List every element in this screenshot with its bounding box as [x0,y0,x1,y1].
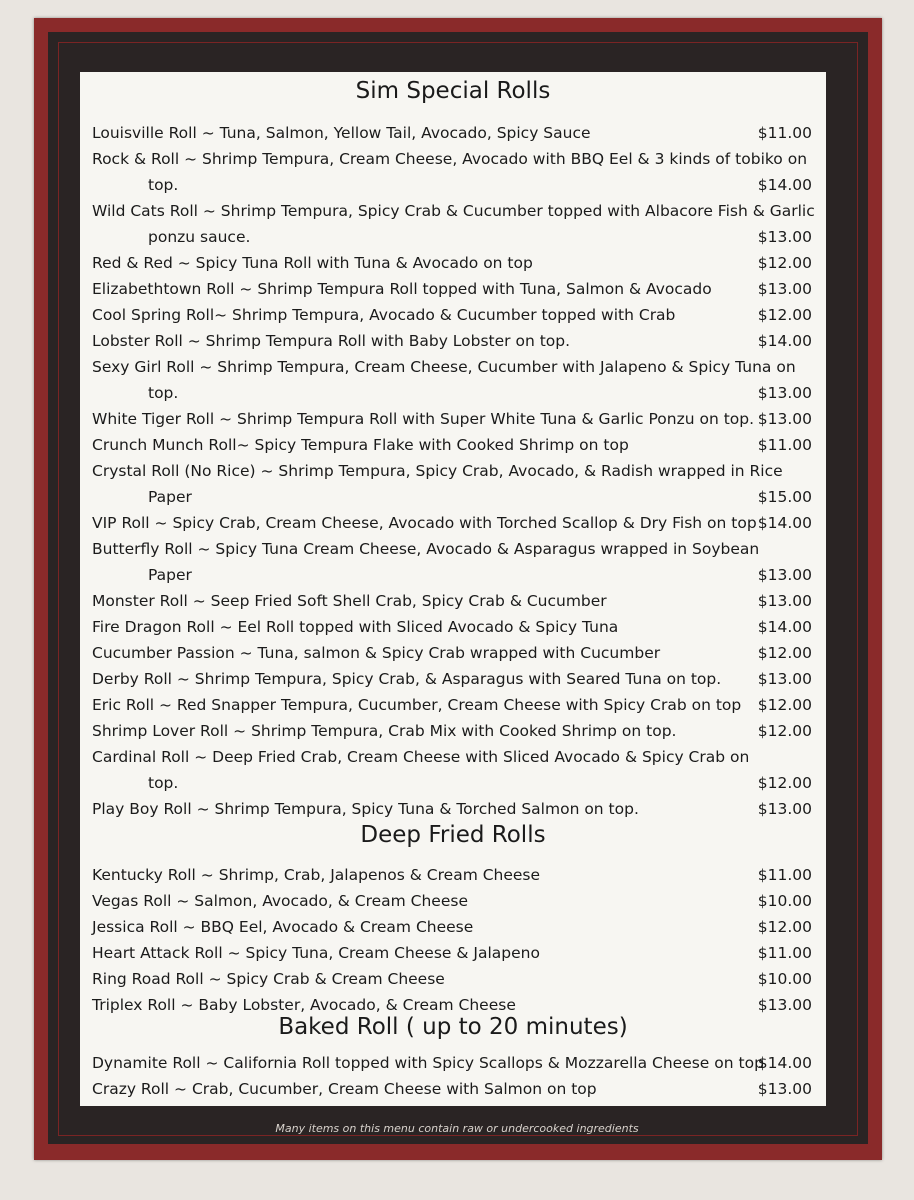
menu-item-description: Fire Dragon Roll ~ Eel Roll topped with Sliced Avocado & Spicy Tuna [92,618,619,636]
menu-item-description-continued: top. [148,176,179,194]
menu-item [80,640,826,666]
menu-item-description: Elizabethtown Roll ~ Shrimp Tempura Roll topped with Tuna, Salmon & Avocado [92,280,712,298]
menu-item-price: $13.00 [757,592,812,610]
menu-item-price: $14.00 [757,332,812,350]
menu-item [80,940,826,966]
menu-item-price: $13.00 [757,228,812,246]
menu-item-price: $12.00 [757,918,812,936]
menu-item-description: Dynamite Roll ~ California Roll topped with Spicy Scallops & Mozzarella Cheese on top [92,1054,764,1072]
menu-item-description: Cucumber Passion ~ Tuna, salmon & Spicy Crab wrapped with Cucumber [92,644,661,662]
menu-item-description: Shrimp Lover Roll ~ Shrimp Tempura, Crab Mix with Cooked Shrimp on top. [92,722,677,740]
menu-item [80,146,826,198]
menu-item-price: $15.00 [757,488,812,506]
menu-item-description: Monster Roll ~ Seep Fried Soft Shell Crab, Spicy Crab & Cucumber [92,592,607,610]
section-title: Baked Roll ( up to 20 minutes) [278,1014,628,1040]
menu-item-description-continued: Paper [148,488,192,506]
menu-item-description: Jessica Roll ~ BBQ Eel, Avocado & Cream Cheese [92,918,474,936]
menu-item [80,588,826,614]
menu-item [80,510,826,536]
footer-note: Many items on this menu contain raw or undercooked ingredients [275,1122,639,1135]
menu-item-price: $12.00 [757,644,812,662]
menu-item-price: $13.00 [757,280,812,298]
menu-item-price: $13.00 [757,410,812,428]
menu-item [80,458,826,510]
menu-item-description: Kentucky Roll ~ Shrimp, Crab, Jalapenos & Cream Cheese [92,866,541,884]
menu-item-description: Derby Roll ~ Shrimp Tempura, Spicy Crab, & Asparagus with Seared Tuna on top. [92,670,722,688]
menu-item-price: $13.00 [757,1080,812,1098]
menu-item-description: Heart Attack Roll ~ Spicy Tuna, Cream Cheese & Jalapeno [92,944,540,962]
menu-item-description: Crunch Munch Roll~ Spicy Tempura Flake with Cooked Shrimp on top [92,436,629,454]
menu-item [80,666,826,692]
menu-item-description: Lobster Roll ~ Shrimp Tempura Roll with Baby Lobster on top. [92,332,571,350]
menu-item-description: Rock & Roll ~ Shrimp Tempura, Cream Cheese, Avocado with BBQ Eel & 3 kinds of tobiko on [92,150,808,168]
menu-item-price: $12.00 [757,722,812,740]
menu-item [80,432,826,458]
menu-item [80,328,826,354]
section-title: Sim Special Rolls [355,78,551,104]
menu-item-price: $14.00 [757,618,812,636]
menu-item [80,744,826,796]
menu-item-description: Crazy Roll ~ Crab, Cucumber, Cream Cheese with Salmon on top [92,1080,597,1098]
menu-item-description: Red & Red ~ Spicy Tuna Roll with Tuna & Avocado on top [92,254,533,272]
menu-item [80,888,826,914]
menu-item-price: $12.00 [757,774,812,792]
menu-item [80,614,826,640]
menu-item [80,302,826,328]
menu-item-description: Play Boy Roll ~ Shrimp Tempura, Spicy Tuna & Torched Salmon on top. [92,800,639,818]
menu-item-description: Cool Spring Roll~ Shrimp Tempura, Avocado & Cucumber topped with Crab [92,306,676,324]
menu-item-price: $12.00 [757,306,812,324]
menu-item-description: White Tiger Roll ~ Shrimp Tempura Roll with Super White Tuna & Garlic Ponzu on top. [92,410,755,428]
menu-item-description-continued: ponzu sauce. [148,228,251,246]
menu-item [80,966,826,992]
menu-item-description: Vegas Roll ~ Salmon, Avocado, & Cream Cheese [92,892,468,910]
menu-item-description: Triplex Roll ~ Baby Lobster, Avocado, & Cream Cheese [92,996,516,1014]
menu-item-price: $13.00 [757,670,812,688]
menu-item-description-continued: top. [148,774,179,792]
menu-item [80,796,826,822]
menu-item [80,1050,826,1076]
menu-item-description: VIP Roll ~ Spicy Crab, Cream Cheese, Avocado with Torched Scallop & Dry Fish on top [92,514,757,532]
menu-item-price: $13.00 [757,800,812,818]
menu-item-price: $13.00 [757,384,812,402]
menu-item-description: Sexy Girl Roll ~ Shrimp Tempura, Cream Cheese, Cucumber with Jalapeno & Spicy Tuna on [92,358,796,376]
menu-item [80,120,826,146]
menu-item-price: $10.00 [757,970,812,988]
menu-item-price: $10.00 [757,892,812,910]
menu-item [80,406,826,432]
menu-item-price: $14.00 [757,176,812,194]
menu-item-price: $11.00 [757,944,812,962]
menu-item-price: $11.00 [757,124,812,142]
menu-item-description: Ring Road Roll ~ Spicy Crab & Cream Cheese [92,970,445,988]
menu-item-description: Wild Cats Roll ~ Shrimp Tempura, Spicy Crab & Cucumber topped with Albacore Fish & Garlic [92,202,815,220]
menu-item-description: Cardinal Roll ~ Deep Fried Crab, Cream Cheese with Sliced Avocado & Spicy Crab on [92,748,750,766]
menu-item [80,276,826,302]
menu-item [80,536,826,588]
menu-item-description: Crystal Roll (No Rice) ~ Shrimp Tempura, Spicy Crab, Avocado, & Radish wrapped in Rice [92,462,783,480]
menu-item-price: $13.00 [757,996,812,1014]
menu-item [80,1076,826,1102]
menu-item-description: Butterfly Roll ~ Spicy Tuna Cream Cheese, Avocado & Asparagus wrapped in Soybean [92,540,760,558]
menu-item-price: $13.00 [757,566,812,584]
menu-item [80,692,826,718]
menu-item-description-continued: Paper [148,566,192,584]
menu-item-price: $14.00 [757,1054,812,1072]
menu-item-price: $11.00 [757,436,812,454]
menu-item [80,914,826,940]
menu-item [80,198,826,250]
menu-item-price: $11.00 [757,866,812,884]
menu-item [80,862,826,888]
menu-item [80,250,826,276]
menu-item [80,718,826,744]
menu-item-description-continued: top. [148,384,179,402]
menu-paper [80,72,826,1106]
menu-item-price: $12.00 [757,254,812,272]
menu-item-price: $12.00 [757,696,812,714]
menu-item-description: Eric Roll ~ Red Snapper Tempura, Cucumber, Cream Cheese with Spicy Crab on top [92,696,742,714]
menu-item [80,354,826,406]
menu-item-price: $14.00 [757,514,812,532]
section-title: Deep Fried Rolls [360,822,546,848]
menu-item-description: Louisville Roll ~ Tuna, Salmon, Yellow Tail, Avocado, Spicy Sauce [92,124,591,142]
